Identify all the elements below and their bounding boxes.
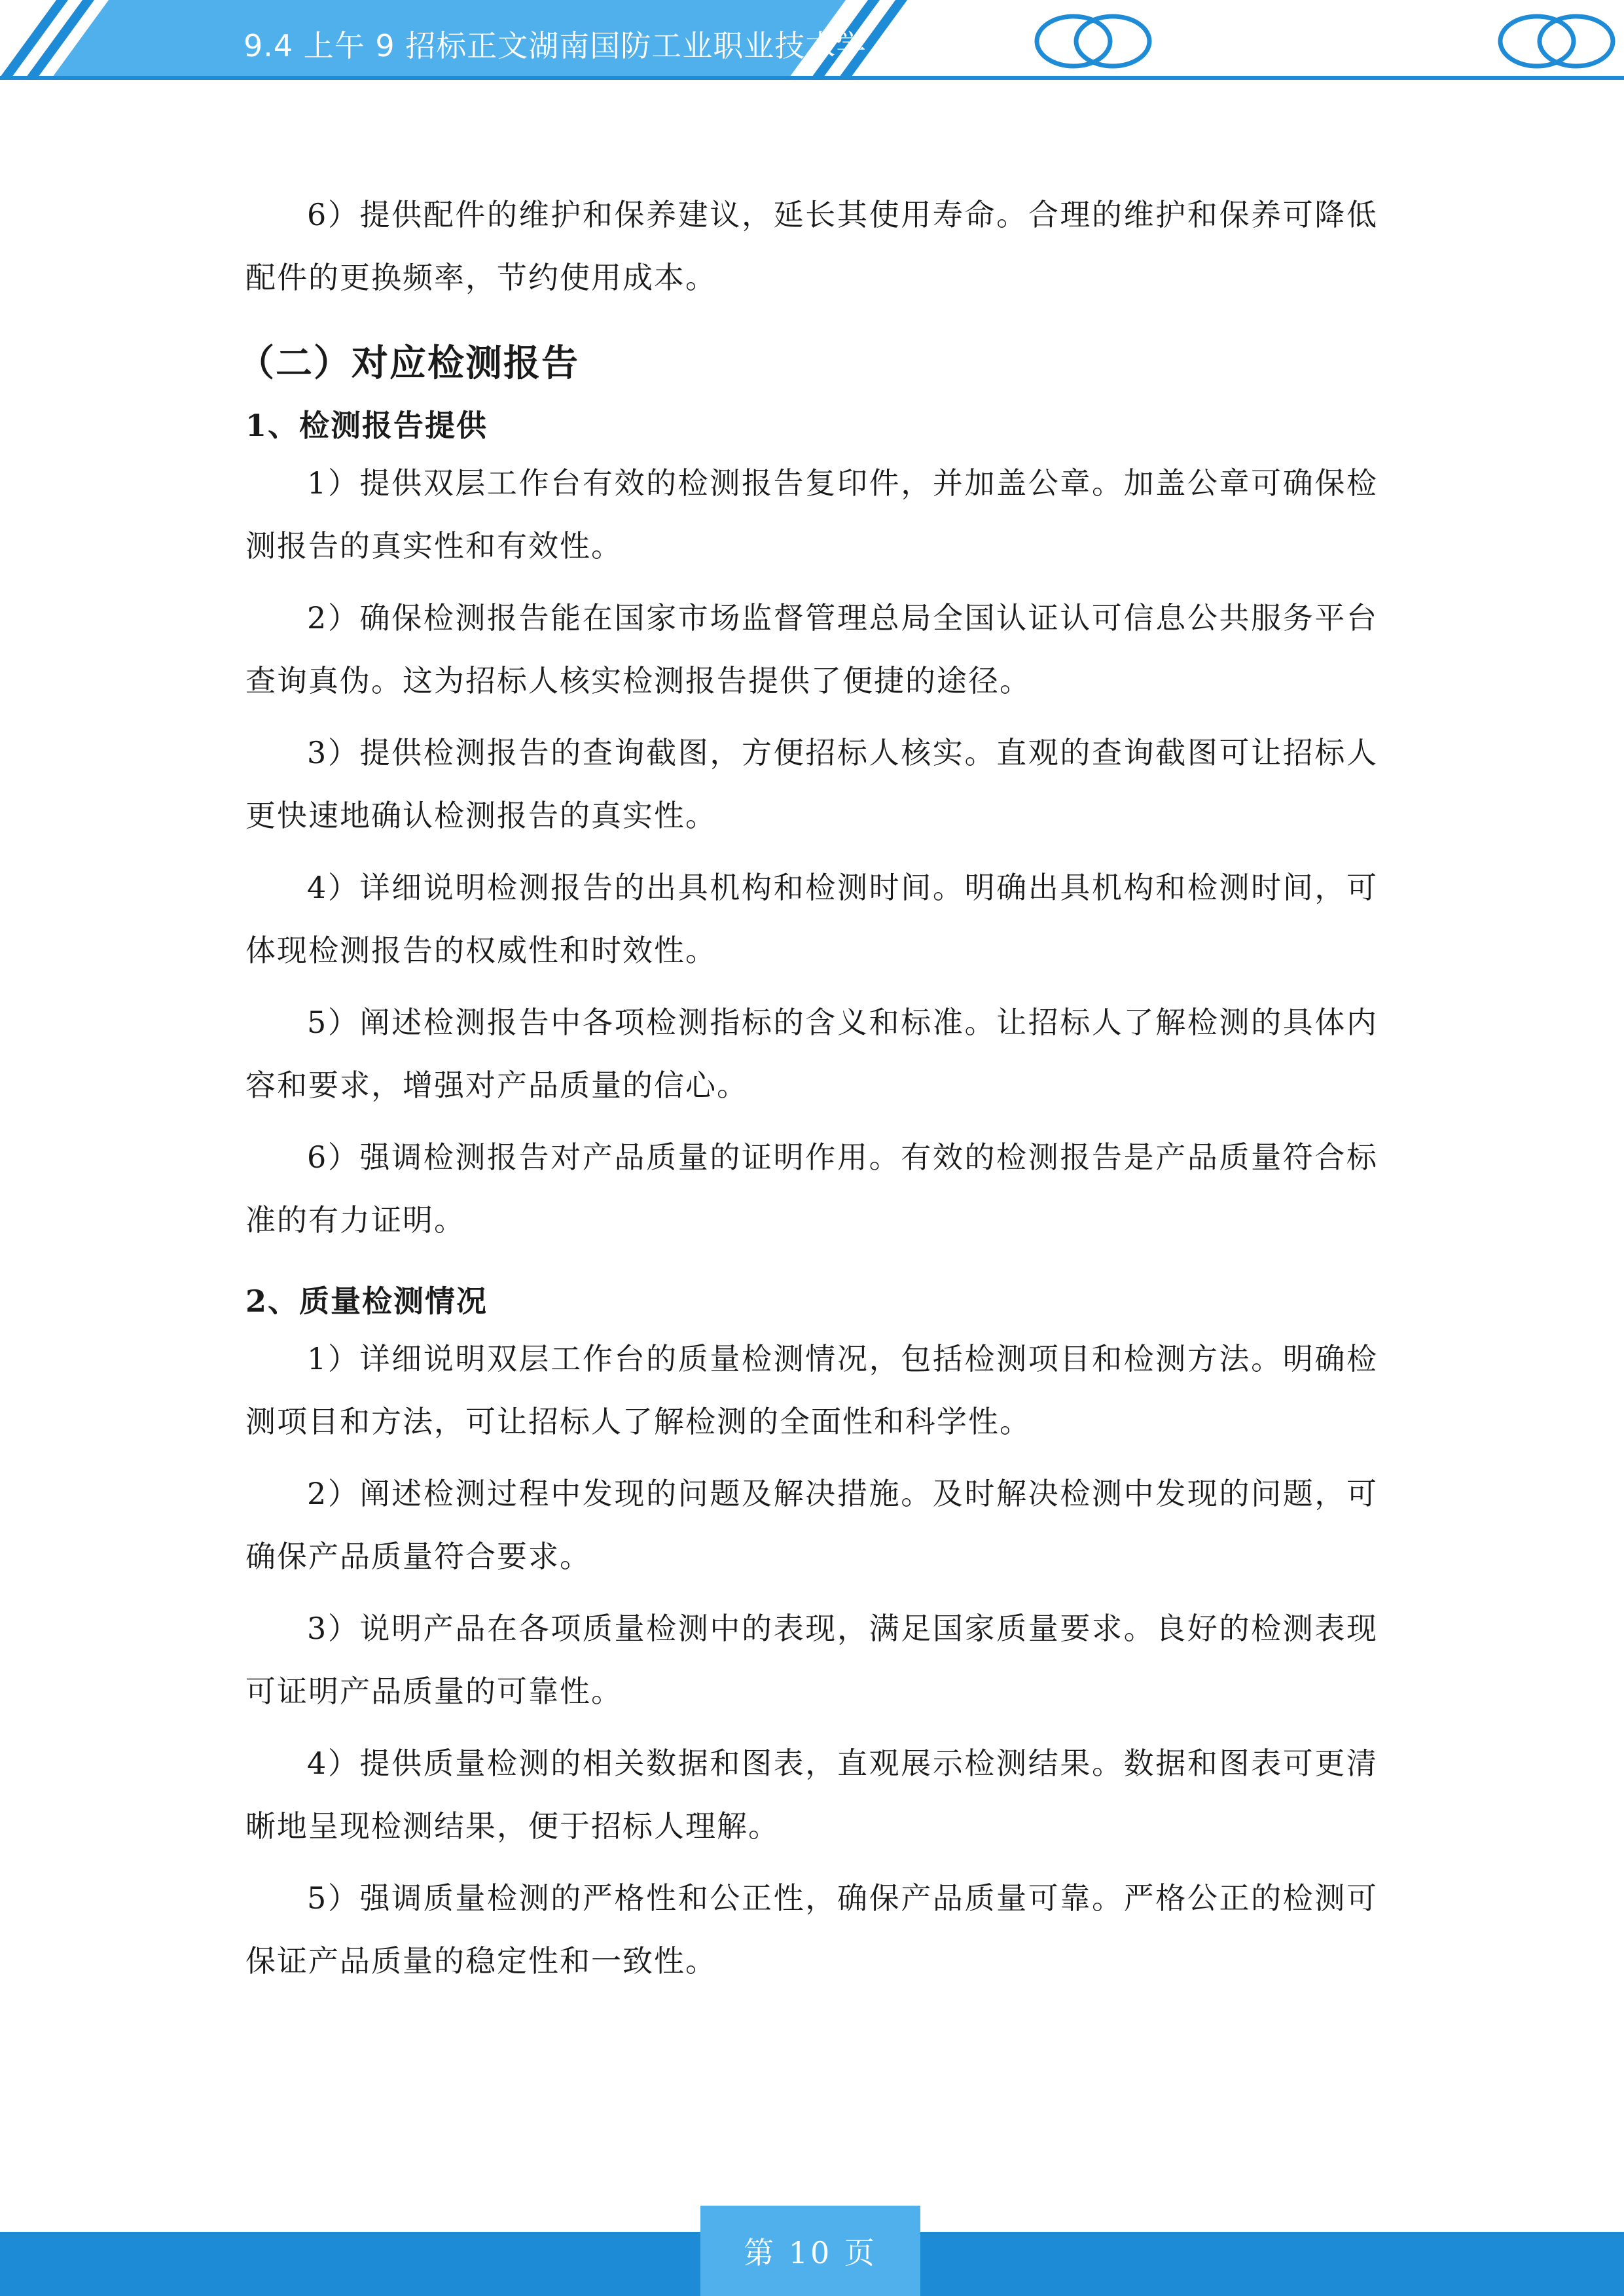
document-body [238, 183, 1378, 2001]
report-item-2: 2）确保检测报告能在国家市场监督管理总局全国认证认可信息公共服务平台查询真伪。这为招标人核实检测报告提供了便捷的途径。 [245, 600, 1378, 698]
document-title: 9.4 上午 9 招标正文湖南国防工业职业技术学 [244, 28, 867, 63]
subheading-quality-inspection: 2、质量检测情况 [245, 1283, 488, 1319]
quality-item-3: 3）说明产品在各项质量检测中的表现，满足国家质量要求。良好的检测表现可证明产品质量的可靠性。 [245, 1611, 1378, 1709]
double-ring-logo-icon [1031, 12, 1155, 71]
report-item-4: 4）详细说明检测报告的出具机构和检测时间。明确出具机构和检测时间，可体现检测报告的权威性和时效性。 [245, 870, 1378, 968]
quality-item-4: 4）提供质量检测的相关数据和图表，直观展示检测结果。数据和图表可更清晰地呈现检测结果，便于招标人理解。 [245, 1746, 1378, 1844]
report-item-1: 1）提供双层工作台有效的检测报告复印件，并加盖公章。加盖公章可确保检测报告的真实性和有效性。 [245, 465, 1378, 564]
report-item-3: 3）提供检测报告的查询截图，方便招标人核实。直观的查询截图可让招标人更快速地确认检测报告的真实性。 [245, 735, 1378, 833]
quality-item-1: 1）详细说明双层工作台的质量检测情况，包括检测项目和检测方法。明确检测项目和方法，可让招标人了解检测的全面性和科学性。 [245, 1341, 1378, 1439]
page-number-tab [700, 2206, 920, 2296]
double-ring-logo-icon [1494, 12, 1619, 71]
subheading-report-provision: 1、检测报告提供 [245, 408, 488, 443]
quality-item-2: 2）阐述检测过程中发现的问题及解决措施。及时解决检测中发现的问题，可确保产品质量符合要求。 [245, 1476, 1378, 1574]
report-item-6: 6）强调检测报告对产品质量的证明作用。有效的检测报告是产品质量符合标准的有力证明。 [245, 1139, 1378, 1238]
quality-item-5: 5）强调质量检测的严格性和公正性，确保产品质量可靠。严格公正的检测可保证产品质量的稳定性和一致性。 [245, 1880, 1378, 1979]
page-header [0, 0, 1624, 92]
report-item-5: 5）阐述检测报告中各项检测指标的含义和标准。让招标人了解检测的具体内容和要求，增强对产品质量的信心。 [245, 1005, 1378, 1103]
section-heading-test-report: （二）对应检测报告 [238, 342, 579, 385]
page-number: 第 10 页 [744, 2235, 877, 2270]
paragraph-maintenance-6: 6）提供配件的维护和保养建议，延长其使用寿命。合理的维护和保养可降低配件的更换频率，节约使用成本。 [245, 197, 1378, 295]
